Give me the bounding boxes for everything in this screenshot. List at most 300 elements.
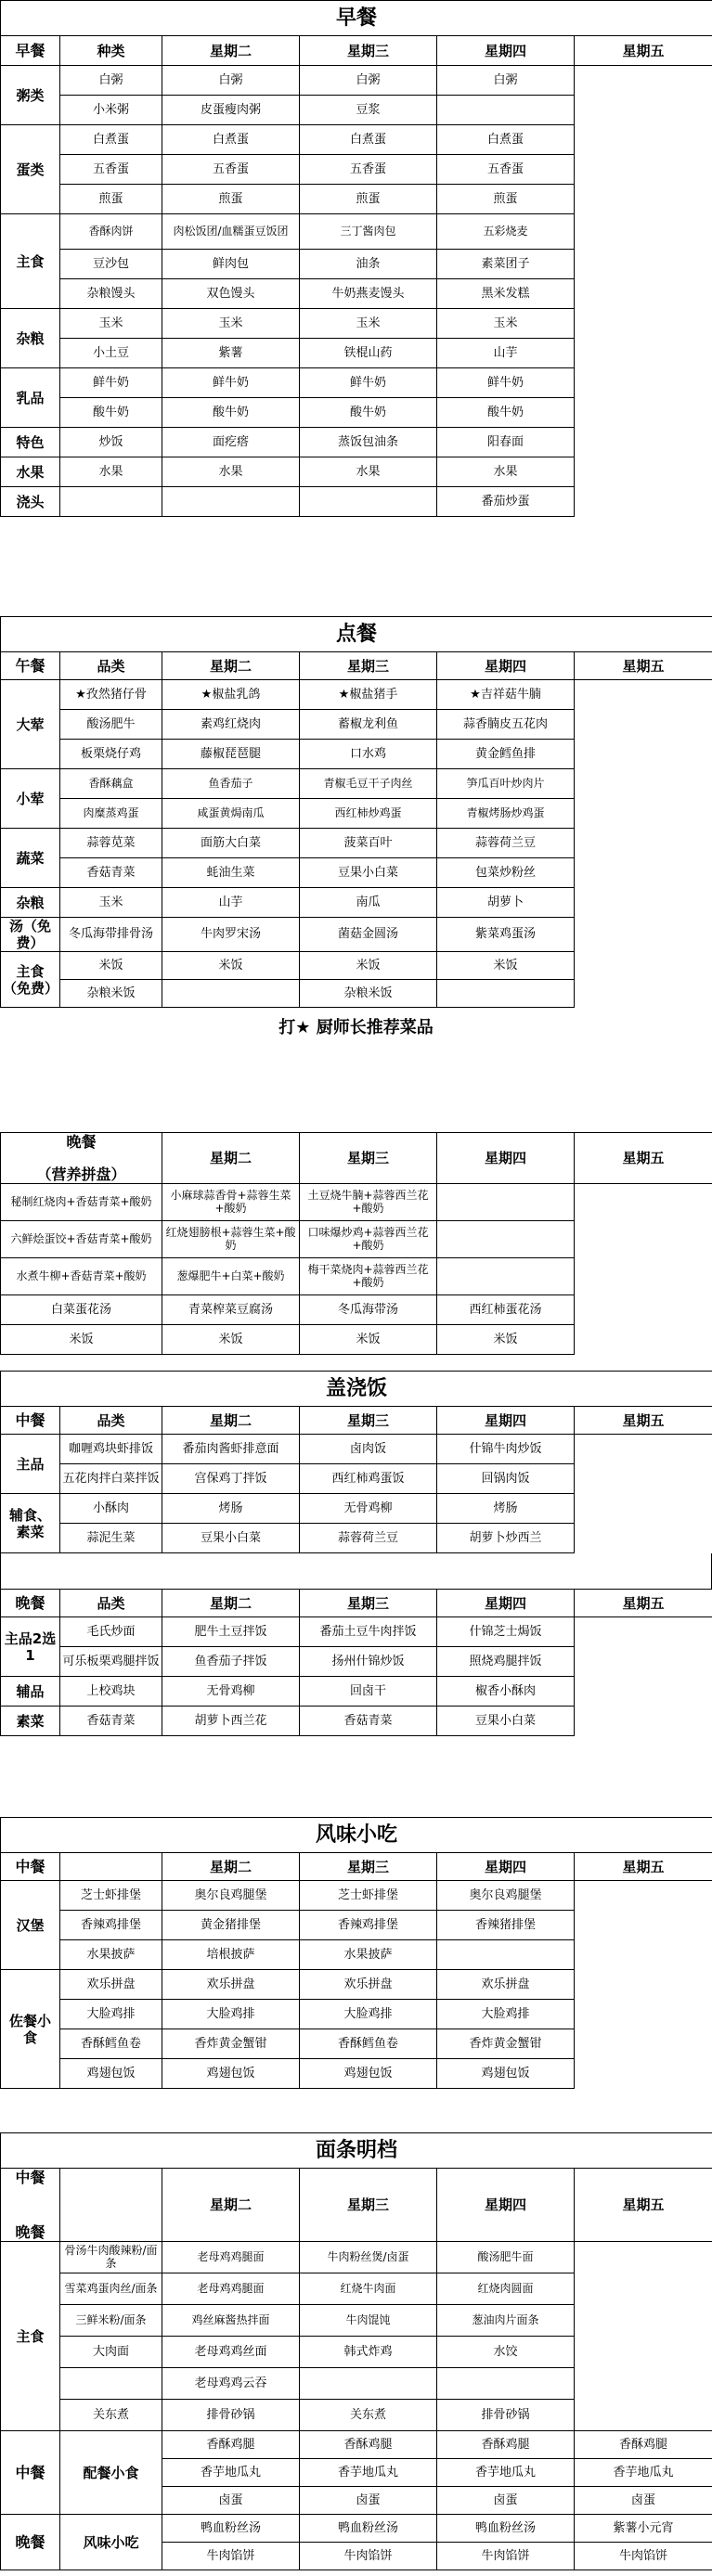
- menu-cell: 水果: [300, 457, 437, 487]
- column-header: 星期五: [575, 1590, 712, 1617]
- menu-cell: 豆果小白菜: [162, 1524, 300, 1553]
- menu-cell: 鸭血粉丝汤: [437, 2515, 575, 2543]
- column-header: 品类: [60, 652, 162, 680]
- menu-cell: 青椒烤肠炒鸡蛋: [437, 799, 575, 829]
- menu-cell: 咖喱鸡块虾排饭: [60, 1435, 162, 1464]
- category-cell: 粥类: [1, 66, 60, 125]
- menu-cell: 五香蛋: [162, 155, 300, 185]
- menu-cell: 鸡翅包饭: [300, 2059, 437, 2089]
- menu-cell: 鸭血粉丝汤: [300, 2515, 437, 2543]
- meal-label: 晚餐: [1, 2515, 60, 2570]
- menu-cell: 水果: [437, 457, 575, 487]
- menu-cell: [437, 1940, 575, 1970]
- menu-cell: 阳春面: [437, 428, 575, 457]
- column-header: 星期二: [162, 36, 300, 66]
- menu-cell: 冬瓜海带排骨汤: [60, 918, 162, 952]
- menu-cell: 番茄炒蛋: [437, 487, 575, 517]
- menu-cell: 铁棍山药: [300, 339, 437, 368]
- menu-cell: 红烧牛肉面: [300, 2273, 437, 2305]
- menu-cell: 培根披萨: [162, 1940, 300, 1970]
- menu-cell: 三鲜米粉/面条: [60, 2305, 162, 2337]
- table-row: [1, 487, 712, 517]
- table-row: [1, 2242, 712, 2273]
- column-header: 星期二: [162, 2169, 300, 2242]
- menu-cell: 红烧肉圆面: [437, 2273, 575, 2305]
- menu-cell: 香辣鸡排堡: [300, 1911, 437, 1940]
- snack-table: [0, 1817, 712, 2089]
- menu-cell: 大脸鸡排: [437, 2000, 575, 2029]
- column-header: 星期五: [575, 652, 712, 680]
- menu-cell: 黄金鳕鱼排: [437, 740, 575, 769]
- table-row: [1, 1677, 712, 1707]
- gaijiao-dinner-table: [0, 1589, 712, 1736]
- menu-cell: 无骨鸡柳: [300, 1494, 437, 1524]
- menu-cell: 关东煮: [60, 2400, 162, 2431]
- menu-cell: 玉米: [162, 309, 300, 339]
- table-row: [1, 1258, 712, 1295]
- column-header: 品类: [60, 1590, 162, 1617]
- meal-label: 晚餐: [1, 1590, 60, 1617]
- menu-cell: ★椒盐猪手: [300, 680, 437, 710]
- table-row: [1, 398, 712, 428]
- menu-cell: 香酥鸡腿: [162, 2431, 300, 2459]
- menu-cell: 排骨砂锅: [162, 2400, 300, 2431]
- table-row: [1, 155, 712, 185]
- menu-cell: 胡萝卜: [437, 888, 575, 918]
- menu-cell: 牛奶燕麦馒头: [300, 279, 437, 309]
- menu-cell: [60, 487, 162, 517]
- menu-cell: 秘制红烧肉+香菇青菜+酸奶: [1, 1184, 162, 1221]
- menu-cell: ★椒盐乳鸽: [162, 680, 300, 710]
- category-cell: 特色: [1, 428, 60, 457]
- gaijiao-title: 盖浇饭: [1, 1372, 712, 1407]
- menu-cell: 炒饭: [60, 428, 162, 457]
- column-header: 星期三: [300, 36, 437, 66]
- menu-cell: 皮蛋瘦肉粥: [162, 96, 300, 125]
- menu-cell: 老母鸡鸡云吞: [162, 2368, 300, 2400]
- menu-cell: 大脸鸡排: [300, 2000, 437, 2029]
- menu-cell: 香酥肉饼: [60, 214, 162, 250]
- menu-cell: 骨汤牛肉酸辣粉/面条: [60, 2242, 162, 2273]
- menu-cell: 鲜牛奶: [60, 368, 162, 398]
- menu-cell: 水饺: [437, 2337, 575, 2368]
- table-row: [1, 2273, 712, 2305]
- menu-cell: [300, 2368, 437, 2400]
- menu-cell: 可乐板栗鸡腿拌饭: [60, 1647, 162, 1677]
- menu-cell: 牛肉馄饨: [300, 2305, 437, 2337]
- table-row: [1, 1617, 712, 1647]
- menu-cell: 烤肠: [162, 1494, 300, 1524]
- table-row: [1, 457, 712, 487]
- breakfast-table: [0, 0, 712, 517]
- menu-cell: 白煮蛋: [300, 125, 437, 155]
- menu-cell: 番茄肉酱虾排意面: [162, 1435, 300, 1464]
- menu-cell: 西红柿炒鸡蛋: [300, 799, 437, 829]
- menu-cell: 回锅肉饭: [437, 1464, 575, 1494]
- column-header: 星期四: [437, 652, 575, 680]
- menu-cell: 关东煮: [300, 2400, 437, 2431]
- menu-cell: 白煮蛋: [60, 125, 162, 155]
- menu-cell: 黄金猪排堡: [162, 1911, 300, 1940]
- menu-cell: 葱油肉片面条: [437, 2305, 575, 2337]
- menu-cell: 玉米: [60, 888, 162, 918]
- menu-cell: 水果披萨: [300, 1940, 437, 1970]
- category-cell: 汉堡: [1, 1881, 60, 1970]
- menu-cell: 香酥藕盒: [60, 769, 162, 799]
- category-cell: 蔬菜: [1, 829, 60, 888]
- table-row: [1, 1494, 712, 1524]
- menu-cell: 酸牛奶: [60, 398, 162, 428]
- menu-cell: 六鲜烩蛋饺+香菇青菜+酸奶: [1, 1221, 162, 1258]
- category-cell: 大荤: [1, 680, 60, 769]
- menu-cell: 老母鸡鸡腿面: [162, 2242, 300, 2273]
- menu-cell: 口味爆炒鸡+蒜蓉西兰花+酸奶: [300, 1221, 437, 1258]
- menu-cell: 香菇青菜: [300, 1707, 437, 1736]
- menu-cell: 蒜泥生菜: [60, 1524, 162, 1553]
- menu-cell: [162, 980, 300, 1008]
- menu-cell: 小米粥: [60, 96, 162, 125]
- menu-cell: 回卤干: [300, 1677, 437, 1707]
- menu-cell: 素菜团子: [437, 250, 575, 279]
- column-header: 星期二: [162, 1853, 300, 1881]
- menu-cell: 山芋: [162, 888, 300, 918]
- category-cell: 杂粮: [1, 309, 60, 368]
- menu-cell: 鲜肉包: [162, 250, 300, 279]
- column-header: 星期五: [575, 2169, 712, 2242]
- menu-cell: 番茄土豆牛肉拌饭: [300, 1617, 437, 1647]
- meal-label: 早餐: [1, 36, 60, 66]
- column-header: 星期三: [300, 652, 437, 680]
- menu-cell: 香酥鳕鱼卷: [300, 2029, 437, 2059]
- menu-cell: 蒜蓉荷兰豆: [437, 829, 575, 858]
- menu-cell: 香酥鸡腿: [437, 2431, 575, 2459]
- menu-cell: 白粥: [162, 66, 300, 96]
- menu-cell: 肉松饭团/血糯蛋豆饭团: [162, 214, 300, 250]
- menu-cell: 牛肉馅饼: [437, 2543, 575, 2570]
- menu-cell: 酸汤肥牛面: [437, 2242, 575, 2273]
- table-row: [1, 952, 712, 980]
- menu-cell: 南瓜: [300, 888, 437, 918]
- meal-label: 中餐: [15, 2169, 45, 2186]
- menu-cell: 欢乐拼盘: [60, 1970, 162, 2000]
- menu-cell: 紫薯小元宵: [575, 2515, 712, 2543]
- menu-cell: 面疙瘩: [162, 428, 300, 457]
- noodle-meal-cell: [1, 2169, 60, 2242]
- menu-cell: 卤肉饭: [300, 1435, 437, 1464]
- table-row: [1, 1464, 712, 1494]
- menu-cell: 菌菇金圆汤: [300, 918, 437, 952]
- menu-cell: 香芋地瓜丸: [300, 2459, 437, 2487]
- column-header: 品类: [60, 1407, 162, 1435]
- menu-cell: 奥尔良鸡腿堡: [162, 1881, 300, 1911]
- category-cell: 主品: [1, 1435, 60, 1494]
- menu-cell: 香酥鸡腿: [300, 2431, 437, 2459]
- menu-cell: 米饭: [437, 952, 575, 980]
- menu-cell: 土豆烧牛腩+蒜蓉西兰花+酸奶: [300, 1184, 437, 1221]
- menu-cell: 酸汤肥牛: [60, 710, 162, 740]
- menu-cell: 豆果小白菜: [300, 858, 437, 888]
- menu-cell: 白粥: [437, 66, 575, 96]
- menu-cell: 欢乐拼盘: [437, 1970, 575, 2000]
- noodle-title: 面条明档: [1, 2133, 712, 2169]
- table-row: [1, 858, 712, 888]
- menu-cell: 香酥鸡腿: [575, 2431, 712, 2459]
- table-row: [1, 1707, 712, 1736]
- menu-cell: 排骨砂锅: [437, 2400, 575, 2431]
- meal-sublabel: （营养拼盘）: [36, 1166, 126, 1184]
- menu-cell: 牛肉罗宋汤: [162, 918, 300, 952]
- menu-cell: 梅干菜烧肉+蒜蓉西兰花+酸奶: [300, 1258, 437, 1295]
- order-title: 点餐: [1, 617, 712, 652]
- menu-cell: 芝士虾排堡: [300, 1881, 437, 1911]
- column-header: 星期四: [437, 1407, 575, 1435]
- table-row: [1, 1881, 712, 1911]
- table-row: [1, 1184, 712, 1221]
- column-header: 星期五: [575, 1133, 712, 1184]
- menu-cell: 胡萝卜西兰花: [162, 1707, 300, 1736]
- menu-cell: 香炸黄金蟹钳: [437, 2029, 575, 2059]
- table-row: [1, 918, 712, 952]
- menu-cell: 卤蛋: [300, 2487, 437, 2515]
- menu-cell: [300, 487, 437, 517]
- menu-cell: 胡萝卜炒西兰: [437, 1524, 575, 1553]
- column-header: 星期四: [437, 2169, 575, 2242]
- category-cell: 主品2选1: [1, 1617, 60, 1677]
- menu-cell: 蒜香腩皮五花肉: [437, 710, 575, 740]
- menu-cell: 卤蛋: [162, 2487, 300, 2515]
- menu-cell: 宫保鸡丁拌饭: [162, 1464, 300, 1494]
- meal-label: 晚餐: [15, 2223, 45, 2242]
- menu-cell: 五香蛋: [60, 155, 162, 185]
- menu-cell: 冬瓜海带汤: [300, 1295, 437, 1325]
- menu-cell: 油条: [300, 250, 437, 279]
- gaijiao-section: [0, 1371, 712, 1736]
- menu-cell: 白煮蛋: [437, 125, 575, 155]
- menu-cell: 米饭: [437, 1325, 575, 1355]
- menu-cell: 西红柿蛋花汤: [437, 1295, 575, 1325]
- menu-cell: 三丁酱肉包: [300, 214, 437, 250]
- column-header: 星期四: [437, 1853, 575, 1881]
- menu-cell: 白粥: [300, 66, 437, 96]
- menu-cell: 五香蛋: [300, 155, 437, 185]
- meal-label: 中餐: [1, 1853, 60, 1881]
- menu-cell: 鲜牛奶: [437, 368, 575, 398]
- table-row: [1, 1221, 712, 1258]
- menu-cell: 水果: [162, 457, 300, 487]
- column-header: 星期二: [162, 1133, 300, 1184]
- menu-cell: 小土豆: [60, 339, 162, 368]
- order-section: [0, 616, 712, 1049]
- menu-cell: 肥牛土豆拌饭: [162, 1617, 300, 1647]
- menu-cell: 欢乐拼盘: [300, 1970, 437, 2000]
- table-row: [1, 2431, 712, 2459]
- menu-cell: 双色馒头: [162, 279, 300, 309]
- menu-cell: 水果: [60, 457, 162, 487]
- menu-cell: 肉糜蒸鸡蛋: [60, 799, 162, 829]
- table-row: [1, 2368, 712, 2400]
- table-row: [1, 769, 712, 799]
- menu-cell: 牛肉粉丝煲/卤蛋: [300, 2242, 437, 2273]
- dinner-section: [0, 1132, 712, 1355]
- menu-cell: 米饭: [60, 952, 162, 980]
- menu-cell: 照烧鸡腿拌饭: [437, 1647, 575, 1677]
- menu-cell: [162, 487, 300, 517]
- menu-cell: 葱爆肥牛+白菜+酸奶: [162, 1258, 300, 1295]
- menu-cell: 煎蛋: [60, 185, 162, 214]
- column-header: 星期五: [575, 1407, 712, 1435]
- table-row: [1, 2059, 712, 2089]
- menu-cell: 毛氏炒面: [60, 1617, 162, 1647]
- menu-cell: 鱼香茄子: [162, 769, 300, 799]
- table-row: [1, 339, 712, 368]
- menu-cell: 青菜榨菜豆腐汤: [162, 1295, 300, 1325]
- menu-cell: 豆沙包: [60, 250, 162, 279]
- menu-cell: 山芋: [437, 339, 575, 368]
- category-cell: 配餐小食: [60, 2431, 162, 2515]
- table-row: [1, 710, 712, 740]
- menu-cell: 大脸鸡排: [60, 2000, 162, 2029]
- menu-cell: [437, 1221, 575, 1258]
- column-header: 星期五: [575, 36, 712, 66]
- table-row: [1, 214, 712, 250]
- noodle-table: [0, 2132, 712, 2570]
- menu-cell: 鸡翅包饭: [60, 2059, 162, 2089]
- menu-cell: 包菜炒粉丝: [437, 858, 575, 888]
- gaijiao-lunch-table: [0, 1371, 712, 1553]
- table-row: [1, 2305, 712, 2337]
- menu-cell: 面筋大白菜: [162, 829, 300, 858]
- menu-cell: 五花肉拌白菜拌饭: [60, 1464, 162, 1494]
- category-cell: 风味小吃: [60, 2515, 162, 2570]
- table-row: [1, 1647, 712, 1677]
- category-cell: 浇头: [1, 487, 60, 517]
- menu-cell: 豆浆: [300, 96, 437, 125]
- table-row: [1, 2515, 712, 2543]
- menu-cell: 酸牛奶: [300, 398, 437, 428]
- menu-cell: 牛肉馅饼: [300, 2543, 437, 2570]
- menu-cell: 香酥鳕鱼卷: [60, 2029, 162, 2059]
- meal-label: 中餐: [1, 2431, 60, 2515]
- menu-cell: ★孜然猪仔骨: [60, 680, 162, 710]
- column-header: 星期三: [300, 1133, 437, 1184]
- menu-cell: 酸牛奶: [437, 398, 575, 428]
- column-header: 星期二: [162, 1407, 300, 1435]
- table-row: [1, 185, 712, 214]
- column-header: 星期三: [300, 2169, 437, 2242]
- menu-cell: 青椒毛豆干子肉丝: [300, 769, 437, 799]
- snack-title: 风味小吃: [1, 1818, 712, 1853]
- menu-cell: 杂粮米饭: [300, 980, 437, 1008]
- menu-cell: 杂粮馒头: [60, 279, 162, 309]
- table-row: [1, 2000, 712, 2029]
- category-cell: 汤（免费）: [1, 918, 60, 952]
- menu-cell: 紫菜鸡蛋汤: [437, 918, 575, 952]
- menu-cell: 牛肉馅饼: [162, 2543, 300, 2570]
- menu-cell: 老母鸡鸡腿面: [162, 2273, 300, 2305]
- menu-cell: 藤椒琵琶腿: [162, 740, 300, 769]
- menu-cell: 米饭: [162, 952, 300, 980]
- menu-cell: 鱼香茄子拌饭: [162, 1647, 300, 1677]
- menu-cell: 无骨鸡柳: [162, 1677, 300, 1707]
- table-row: [1, 1911, 712, 1940]
- section-gap: [0, 1553, 712, 1589]
- menu-cell: 白粥: [60, 66, 162, 96]
- menu-cell: 鲜牛奶: [162, 368, 300, 398]
- menu-cell: 鸭血粉丝汤: [162, 2515, 300, 2543]
- table-row: [1, 125, 712, 155]
- menu-cell: 玉米: [300, 309, 437, 339]
- menu-cell: [437, 1184, 575, 1221]
- menu-cell: 鸡翅包饭: [437, 2059, 575, 2089]
- meal-label: 中餐: [1, 1407, 60, 1435]
- menu-cell: 米饭: [300, 952, 437, 980]
- column-header: 星期三: [300, 1590, 437, 1617]
- table-row: [1, 309, 712, 339]
- dinner-meal-cell: [1, 1133, 162, 1184]
- dinner-table: [0, 1132, 712, 1355]
- category-cell: 辅食、素菜: [1, 1494, 60, 1553]
- table-row: [1, 829, 712, 858]
- category-cell: 小荤: [1, 769, 60, 829]
- menu-cell: 五香蛋: [437, 155, 575, 185]
- order-table: [0, 616, 712, 1008]
- table-row: [1, 680, 712, 710]
- menu-cell: 香芋地瓜丸: [437, 2459, 575, 2487]
- column-header: 星期二: [162, 1590, 300, 1617]
- menu-cell: 黑米发糕: [437, 279, 575, 309]
- menu-cell: 素鸡红烧肉: [162, 710, 300, 740]
- menu-cell: 米饭: [300, 1325, 437, 1355]
- category-cell: 佐餐小食: [1, 1970, 60, 2089]
- menu-cell: 五彩烧麦: [437, 214, 575, 250]
- menu-cell: 老母鸡鸡丝面: [162, 2337, 300, 2368]
- menu-cell: 卤蛋: [437, 2487, 575, 2515]
- recommend-note: 打★ 厨师长推荐菜品: [278, 1018, 434, 1037]
- menu-cell: 蓄椒龙利鱼: [300, 710, 437, 740]
- column-header: 星期二: [162, 652, 300, 680]
- table-row: [1, 250, 712, 279]
- menu-cell: 煎蛋: [300, 185, 437, 214]
- menu-cell: 香菇青菜: [60, 858, 162, 888]
- column-header: 星期四: [437, 36, 575, 66]
- table-row: [1, 1325, 712, 1355]
- menu-cell: 杂粮米饭: [60, 980, 162, 1008]
- menu-cell: 白菜蛋花汤: [1, 1295, 162, 1325]
- menu-cell: 豆果小白菜: [437, 1707, 575, 1736]
- breakfast-title: 早餐: [1, 1, 712, 36]
- column-header: 星期四: [437, 1590, 575, 1617]
- table-row: [1, 1940, 712, 1970]
- table-row: [1, 980, 712, 1008]
- menu-cell: 什锦牛肉炒饭: [437, 1435, 575, 1464]
- menu-cell: 蚝油生菜: [162, 858, 300, 888]
- breakfast-section: [0, 0, 712, 517]
- menu-cell: 牛肉馅饼: [575, 2543, 712, 2570]
- menu-cell: 烤肠: [437, 1494, 575, 1524]
- menu-cell: ★吉祥菇牛腩: [437, 680, 575, 710]
- meal-label: 晚餐: [66, 1133, 97, 1151]
- menu-cell: 水煮牛柳+香菇青菜+酸奶: [1, 1258, 162, 1295]
- menu-cell: 煎蛋: [162, 185, 300, 214]
- table-row: [1, 1524, 712, 1553]
- menu-cell: 红烧翅膀根+蒜蓉生菜+酸奶: [162, 1221, 300, 1258]
- table-row: [1, 279, 712, 309]
- column-header: 星期三: [300, 1407, 437, 1435]
- table-row: [1, 799, 712, 829]
- menu-cell: 蒜蓉荷兰豆: [300, 1524, 437, 1553]
- table-row: [1, 2029, 712, 2059]
- column-header: 种类: [60, 36, 162, 66]
